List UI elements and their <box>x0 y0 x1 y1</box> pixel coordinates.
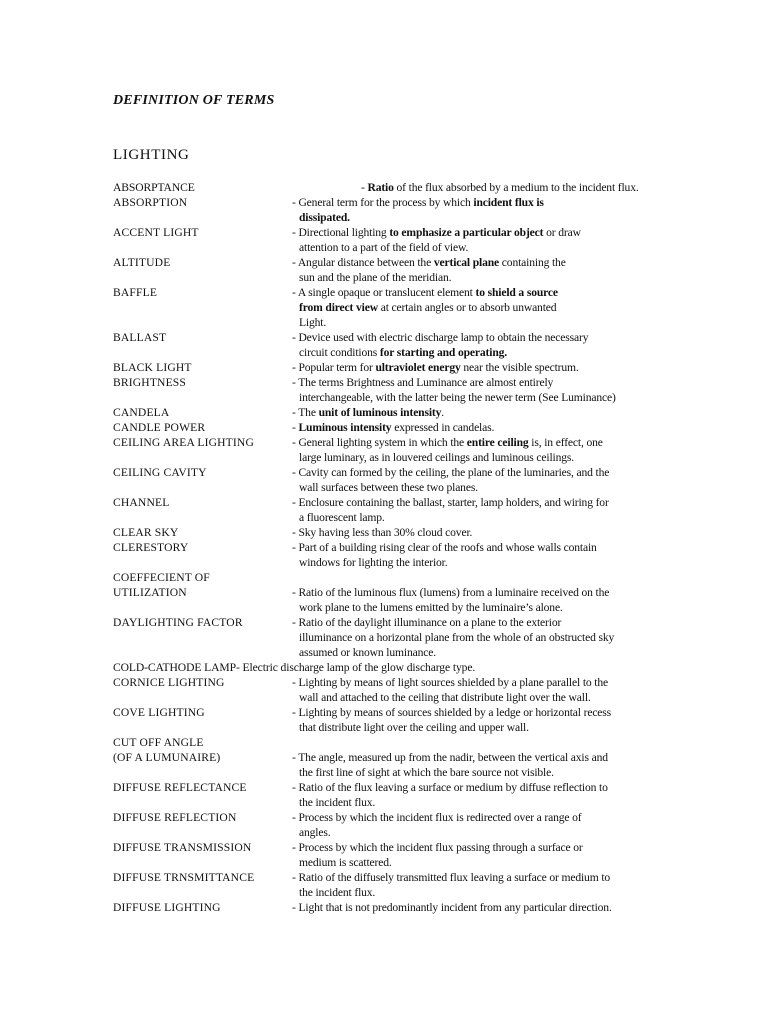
definition-line <box>292 900 662 915</box>
definition-line <box>292 705 662 720</box>
definition <box>292 525 662 540</box>
definition-text: work plane to the lumens emitted by the luminaire’s alone. <box>299 601 563 614</box>
definition <box>292 870 662 900</box>
definition <box>292 225 662 255</box>
glossary-entry <box>0 405 768 420</box>
definition-line <box>292 405 662 420</box>
term-line: DAYLIGHTING FACTOR <box>113 616 243 629</box>
definition-text: the incident flux. <box>299 886 376 899</box>
definition-text: that distribute light over the ceiling and upper wall. <box>299 721 529 734</box>
term-line: ALTITUDE <box>113 256 171 269</box>
term-label: ABSORPTANCE <box>113 181 195 194</box>
glossary-entry <box>0 525 768 540</box>
term-line: UTILIZATION <box>113 586 187 599</box>
definition <box>292 675 662 705</box>
glossary-entry <box>0 420 768 435</box>
definition-emphasis: to shield a source <box>475 286 558 299</box>
term-label <box>113 675 293 690</box>
definition <box>292 405 662 420</box>
term-line: CEILING CAVITY <box>113 466 207 479</box>
definition-text: circuit conditions <box>299 346 380 359</box>
term-line: COEFFECIENT OF <box>113 571 210 584</box>
term-line: CEILING AREA LIGHTING <box>113 436 254 449</box>
definition <box>292 840 662 870</box>
definition-line <box>292 840 662 855</box>
definition-emphasis: unit of luminous intensity <box>318 406 442 419</box>
term-line: DIFFUSE TRNSMITTANCE <box>113 871 255 884</box>
term-label <box>113 735 293 765</box>
glossary-entry <box>0 360 768 375</box>
glossary-entry <box>0 840 768 870</box>
glossary-entry <box>0 375 768 405</box>
definition-line <box>292 810 662 825</box>
term-line: CANDLE POWER <box>113 421 206 434</box>
glossary-entry <box>0 705 768 735</box>
definition-line <box>292 795 662 810</box>
definition-line <box>292 240 662 255</box>
definition-text: - Process by which the incident flux passing through a surface or <box>292 841 583 854</box>
definition-text: - The <box>292 406 319 419</box>
definition-text: - Light that is not predominantly incident from any particular direction. <box>292 901 612 914</box>
definition-emphasis: Ratio <box>367 181 394 194</box>
term-label <box>113 900 293 915</box>
definition-emphasis: to emphasize a particular object <box>389 226 544 239</box>
term-label <box>113 840 293 855</box>
term-line: BLACK LIGHT <box>113 361 192 374</box>
definition-text: large luminary, as in louvered ceilings and luminous ceilings. <box>299 451 575 464</box>
term-label <box>113 330 293 345</box>
definition-text: interchangeable, with the latter being the newer term (See Luminance) <box>299 391 616 404</box>
definition-emphasis: ultraviolet energy <box>375 361 461 374</box>
definition-text: - Ratio of the luminous flux (lumens) from a luminaire received on the <box>292 586 610 599</box>
definition-text: a fluorescent lamp. <box>299 511 385 524</box>
glossary-entry <box>0 615 768 660</box>
term-label: COLD-CATHODE LAMP <box>113 661 236 674</box>
glossary-entry <box>0 225 768 255</box>
definition-text: - Ratio of the flux leaving a surface or medium by diffuse reflection to <box>292 781 608 794</box>
definition <box>292 615 662 660</box>
definition-line <box>292 675 662 690</box>
term-label <box>113 615 293 630</box>
definition <box>292 570 662 615</box>
glossary-list <box>0 180 768 915</box>
definition-text: - Device used with electric discharge lamp to obtain the necessary <box>292 331 589 344</box>
definition <box>292 285 662 330</box>
definition-text: Light. <box>299 316 327 329</box>
definition-line <box>292 315 662 330</box>
term-line: CANDELA <box>113 406 170 419</box>
definition-line <box>292 450 662 465</box>
definition-line <box>292 645 662 660</box>
definition-line <box>292 495 662 510</box>
definition-text: is, in effect, one <box>528 436 603 449</box>
definition-text: - Ratio of the diffusely transmitted flux leaving a surface or medium to <box>292 871 611 884</box>
definition <box>292 780 662 810</box>
definition-emphasis: incident flux is <box>473 196 544 209</box>
term-label <box>113 705 293 720</box>
glossary-entry <box>0 675 768 705</box>
definition-line <box>292 720 662 735</box>
definition-text: sun and the plane of the meridian. <box>299 271 452 284</box>
definition-line <box>292 480 662 495</box>
definition <box>292 735 662 780</box>
definition-line <box>292 690 662 705</box>
glossary-entry <box>0 465 768 495</box>
definition-line <box>292 210 662 225</box>
definition-line <box>292 390 662 405</box>
definition-line <box>292 825 662 840</box>
definition-line <box>292 195 662 210</box>
definition-line <box>292 225 662 240</box>
term-line: DIFFUSE REFLECTION <box>113 811 237 824</box>
definition-text: or draw <box>543 226 581 239</box>
definition-line <box>292 555 662 570</box>
glossary-entry <box>0 570 768 615</box>
term-line: (OF A LUMUNAIRE) <box>113 751 221 764</box>
definition-emphasis: for starting and operating. <box>379 346 508 359</box>
definition-text: - The angle, measured up from the nadir, between the vertical axis and <box>292 751 608 764</box>
definition-text: wall and attached to the ceiling that distribute light over the wall. <box>299 691 591 704</box>
section-heading: LIGHTING <box>113 147 190 163</box>
term-line: CLERESTORY <box>113 541 189 554</box>
definition <box>292 330 662 360</box>
term-line: CORNICE LIGHTING <box>113 676 225 689</box>
definition-line <box>292 375 662 390</box>
definition-emphasis: dissipated. <box>299 211 350 224</box>
definition-line <box>292 630 662 645</box>
definition-spacer <box>292 735 662 750</box>
definition-line <box>292 360 662 375</box>
glossary-entry <box>0 735 768 780</box>
term-label <box>113 405 293 420</box>
glossary-entry <box>0 870 768 900</box>
definition-text: the incident flux. <box>299 796 376 809</box>
term-line: CUT OFF ANGLE <box>113 736 204 749</box>
definition-line <box>236 661 475 674</box>
definition-line <box>292 885 662 900</box>
definition <box>292 420 662 435</box>
term-line: CLEAR SKY <box>113 526 179 539</box>
term-line: ACCENT LIGHT <box>113 226 199 239</box>
term-label <box>113 420 293 435</box>
term-label <box>113 285 293 300</box>
term-label <box>113 780 293 795</box>
definition <box>292 435 662 465</box>
glossary-entry <box>0 255 768 285</box>
definition-text: - Sky having less than 30% cloud cover. <box>292 526 473 539</box>
definition-text: - Electric discharge lamp of the glow discharge type. <box>235 661 476 674</box>
definition-text: - Part of a building rising clear of the roofs and whose walls contain <box>292 541 597 554</box>
definition-line <box>292 435 662 450</box>
term-label <box>113 360 293 375</box>
definition-text: assumed or known luminance. <box>299 646 436 659</box>
definition-text: the first line of sight at which the bare source not visible. <box>299 766 554 779</box>
glossary-entry <box>0 900 768 915</box>
definition-text: - Angular distance between the <box>292 256 434 269</box>
definition <box>292 705 662 735</box>
definition-line <box>292 780 662 795</box>
definition-line <box>292 420 662 435</box>
definition-text: - Process by which the incident flux is redirected over a range of <box>292 811 582 824</box>
term-label <box>113 810 293 825</box>
definition-text: - The terms Brightness and Luminance are almost entirely <box>292 376 554 389</box>
definition-text: - Ratio of the daylight illuminance on a plane to the exterior <box>292 616 562 629</box>
definition <box>292 195 662 225</box>
definition-text: - Lighting by means of light sources shielded by a plane parallel to the <box>292 676 608 689</box>
term-label <box>113 195 293 210</box>
definition-text: illuminance on a horizontal plane from the whole of an obstructed sky <box>299 631 615 644</box>
definition-text: - General lighting system in which the <box>292 436 467 449</box>
glossary-entry <box>0 540 768 570</box>
definition-line <box>292 285 662 300</box>
definition-emphasis: vertical plane <box>433 256 500 269</box>
definition-text: - <box>292 421 299 434</box>
term-label <box>113 375 293 390</box>
glossary-entry <box>0 780 768 810</box>
definition-line <box>292 540 662 555</box>
definition-text: - Cavity can formed by the ceiling, the plane of the luminaries, and the <box>292 466 610 479</box>
term-label <box>113 435 293 450</box>
definition-text: medium is scattered. <box>299 856 392 869</box>
term-line: DIFFUSE TRANSMISSION <box>113 841 252 854</box>
definition-text: - Enclosure containing the ballast, starter, lamp holders, and wiring for <box>292 496 609 509</box>
definition-line <box>292 600 662 615</box>
definition-text: at certain angles or to absorb unwanted <box>377 301 557 314</box>
term-line: CHANNEL <box>113 496 170 509</box>
definition-text: wall surfaces between these two planes. <box>299 481 478 494</box>
definition-line <box>292 870 662 885</box>
definition-spacer <box>292 570 662 585</box>
definition <box>292 360 662 375</box>
definition-emphasis: entire ceiling <box>466 436 529 449</box>
definition-line <box>292 300 662 315</box>
term-line: DIFFUSE LIGHTING <box>113 901 221 914</box>
definition-text: - Popular term for <box>292 361 376 374</box>
term-label <box>113 540 293 555</box>
term-label <box>113 255 293 270</box>
definition-emphasis: from direct view <box>299 301 378 314</box>
definition-text: - Lighting by means of sources shielded by a ledge or horizontal recess <box>292 706 612 719</box>
term-line: COVE LIGHTING <box>113 706 205 719</box>
definition-text: expressed in candelas. <box>391 421 495 434</box>
document-title: DEFINITION OF TERMS <box>113 93 275 108</box>
definition-line <box>292 345 662 360</box>
definition-text: - Directional lighting <box>292 226 390 239</box>
term-label <box>113 225 293 240</box>
definition-line <box>361 180 639 195</box>
definition-emphasis: Luminous intensity <box>298 421 392 434</box>
definition-text: windows for lighting the interior. <box>299 556 448 569</box>
definition-line <box>292 585 662 600</box>
term-label <box>113 870 293 885</box>
definition-line <box>292 465 662 480</box>
definition-line <box>292 750 662 765</box>
term-label <box>113 495 293 510</box>
glossary-entry <box>0 435 768 465</box>
definition <box>292 495 662 525</box>
definition <box>292 900 662 915</box>
glossary-entry <box>0 495 768 525</box>
definition-line <box>292 525 662 540</box>
term-line: BRIGHTNESS <box>113 376 187 389</box>
definition <box>292 375 662 405</box>
definition-text: of the flux absorbed by a medium to the incident flux. <box>393 181 639 194</box>
glossary-entry <box>0 810 768 840</box>
term-label <box>113 570 293 600</box>
term-line: DIFFUSE REFLECTANCE <box>113 781 247 794</box>
term-label <box>113 465 293 480</box>
definition-line <box>292 765 662 780</box>
definition-line <box>292 330 662 345</box>
glossary-entry <box>0 285 768 330</box>
glossary-entry <box>113 660 768 675</box>
glossary-entry <box>0 330 768 360</box>
glossary-entry <box>113 180 768 195</box>
definition <box>292 540 662 570</box>
definition-text: - <box>361 181 368 194</box>
definition-text: angles. <box>299 826 331 839</box>
definition-text: near the visible spectrum. <box>460 361 579 374</box>
term-line: BAFFLE <box>113 286 158 299</box>
definition <box>292 810 662 840</box>
definition-text: attention to a part of the field of view. <box>299 241 469 254</box>
definition-line <box>292 510 662 525</box>
definition-line <box>292 615 662 630</box>
term-line: BALLAST <box>113 331 167 344</box>
definition-line <box>292 255 662 270</box>
definition-text: . <box>441 406 445 419</box>
definition <box>292 465 662 495</box>
definition-text: - A single opaque or translucent element <box>292 286 476 299</box>
term-line: ABSORPTION <box>113 196 188 209</box>
definition-text: - General term for the process by which <box>292 196 474 209</box>
definition-line <box>292 270 662 285</box>
glossary-entry <box>0 195 768 225</box>
definition-text: containing the <box>499 256 566 269</box>
definition-line <box>292 855 662 870</box>
term-label <box>113 525 293 540</box>
definition <box>292 255 662 285</box>
